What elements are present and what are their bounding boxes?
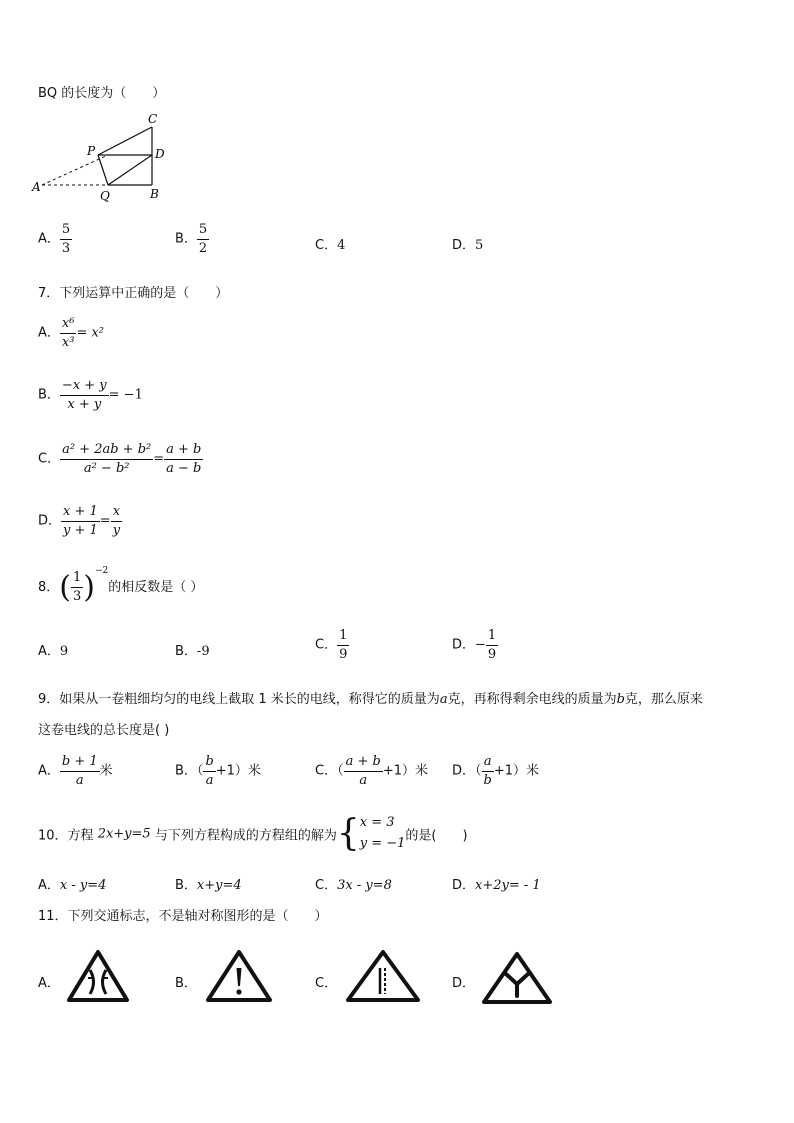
q9-stem-line2: 这卷电线的总长度是( ) <box>38 723 170 738</box>
narrow-bridge-sign-icon[interactable] <box>66 948 130 1004</box>
q8-option-d[interactable]: D．− $\frac{1}{9}$ <box>452 628 497 662</box>
q11-option-b-label[interactable]: B． <box>175 976 197 991</box>
exclamation-warning-sign-icon[interactable] <box>204 948 274 1004</box>
q10-option-a[interactable]: A．x - y=4 <box>38 878 107 893</box>
y-junction-sign-icon[interactable] <box>480 950 554 1006</box>
q6-option-a[interactable]: A． $\frac{5}{3}$ <box>38 222 71 256</box>
q6-option-b[interactable]: B． $\frac{5}{2}$ <box>175 222 208 256</box>
q9-stem-line1: 9．如果从一卷粗细均匀的电线上截取 1 米长的电线，称得它的质量为a克，再称得剩余电线的质量为b克，那么原来 <box>38 692 703 707</box>
label-q: Q <box>100 189 110 203</box>
side-line-sign-icon[interactable] <box>344 948 422 1004</box>
q8-option-b[interactable]: B．-9 <box>175 644 210 659</box>
q6-geometry-figure <box>30 110 180 206</box>
q11-option-a-label[interactable]: A． <box>38 976 60 991</box>
q6-option-d[interactable]: D．5 <box>452 238 484 253</box>
q8-option-c[interactable]: C． $\frac{1}{9}$ <box>315 628 348 662</box>
q8-option-a[interactable]: A．9 <box>38 644 69 659</box>
q10-option-b[interactable]: B．x+y=4 <box>175 878 242 893</box>
q7-option-c[interactable]: C． $\frac{\text{a² + 2ab + b²}}{\text{a² − b²}}$ = $\frac{a + b}{a - b}$ <box>38 442 202 476</box>
q8-stem: 8．( $\frac{1}{3}$ )$^{-2}$的相反数是（ ） <box>38 566 204 605</box>
q7-stem: 7．下列运算中正确的是（ ） <box>38 286 229 301</box>
q10-option-d[interactable]: D．x+2y= - 1 <box>452 878 541 893</box>
label-c: C <box>148 112 158 126</box>
q11-option-d-label[interactable]: D． <box>452 976 476 991</box>
q10-stem: 10．方程 2x+y=5 与下列方程构成的方程组的解为{ x = 3 y = −1 的是( ) <box>38 812 468 854</box>
q7-option-b[interactable]: B． $\frac{-x + y}{x + y}$ = −1 <box>38 378 143 412</box>
q9-option-a[interactable]: A． $\frac{b + 1}{a}$ 米 <box>38 754 113 788</box>
q11-option-c-label[interactable]: C． <box>315 976 338 991</box>
q9-option-d[interactable]: D．（ $\frac{a}{b}$ +1）米 <box>452 754 540 788</box>
q10-option-c[interactable]: C．3x - y=8 <box>315 878 392 893</box>
q7-option-d[interactable]: D． $\frac{x + 1}{y + 1}$ = $\frac{x}{y}$ <box>38 504 121 538</box>
label-d: D <box>155 147 165 161</box>
label-b: B <box>150 187 159 201</box>
q9-option-c[interactable]: C．（ $\frac{a + b}{a}$ +1）米 <box>315 754 428 788</box>
label-a: A <box>32 180 41 194</box>
label-p: P <box>87 144 96 158</box>
q11-stem: 11．下列交通标志，不是轴对称图形的是（ ） <box>38 909 328 924</box>
q9-option-b[interactable]: B．（ $\frac{b}{a}$ +1）米 <box>175 754 261 788</box>
q7-option-a[interactable]: A． $\frac{\text{x⁶}}{\text{x³}}$ = x² <box>38 316 105 350</box>
q6-stem: BQ 的长度为（ ） <box>38 86 166 101</box>
q6-option-c[interactable]: C．4 <box>315 238 346 253</box>
